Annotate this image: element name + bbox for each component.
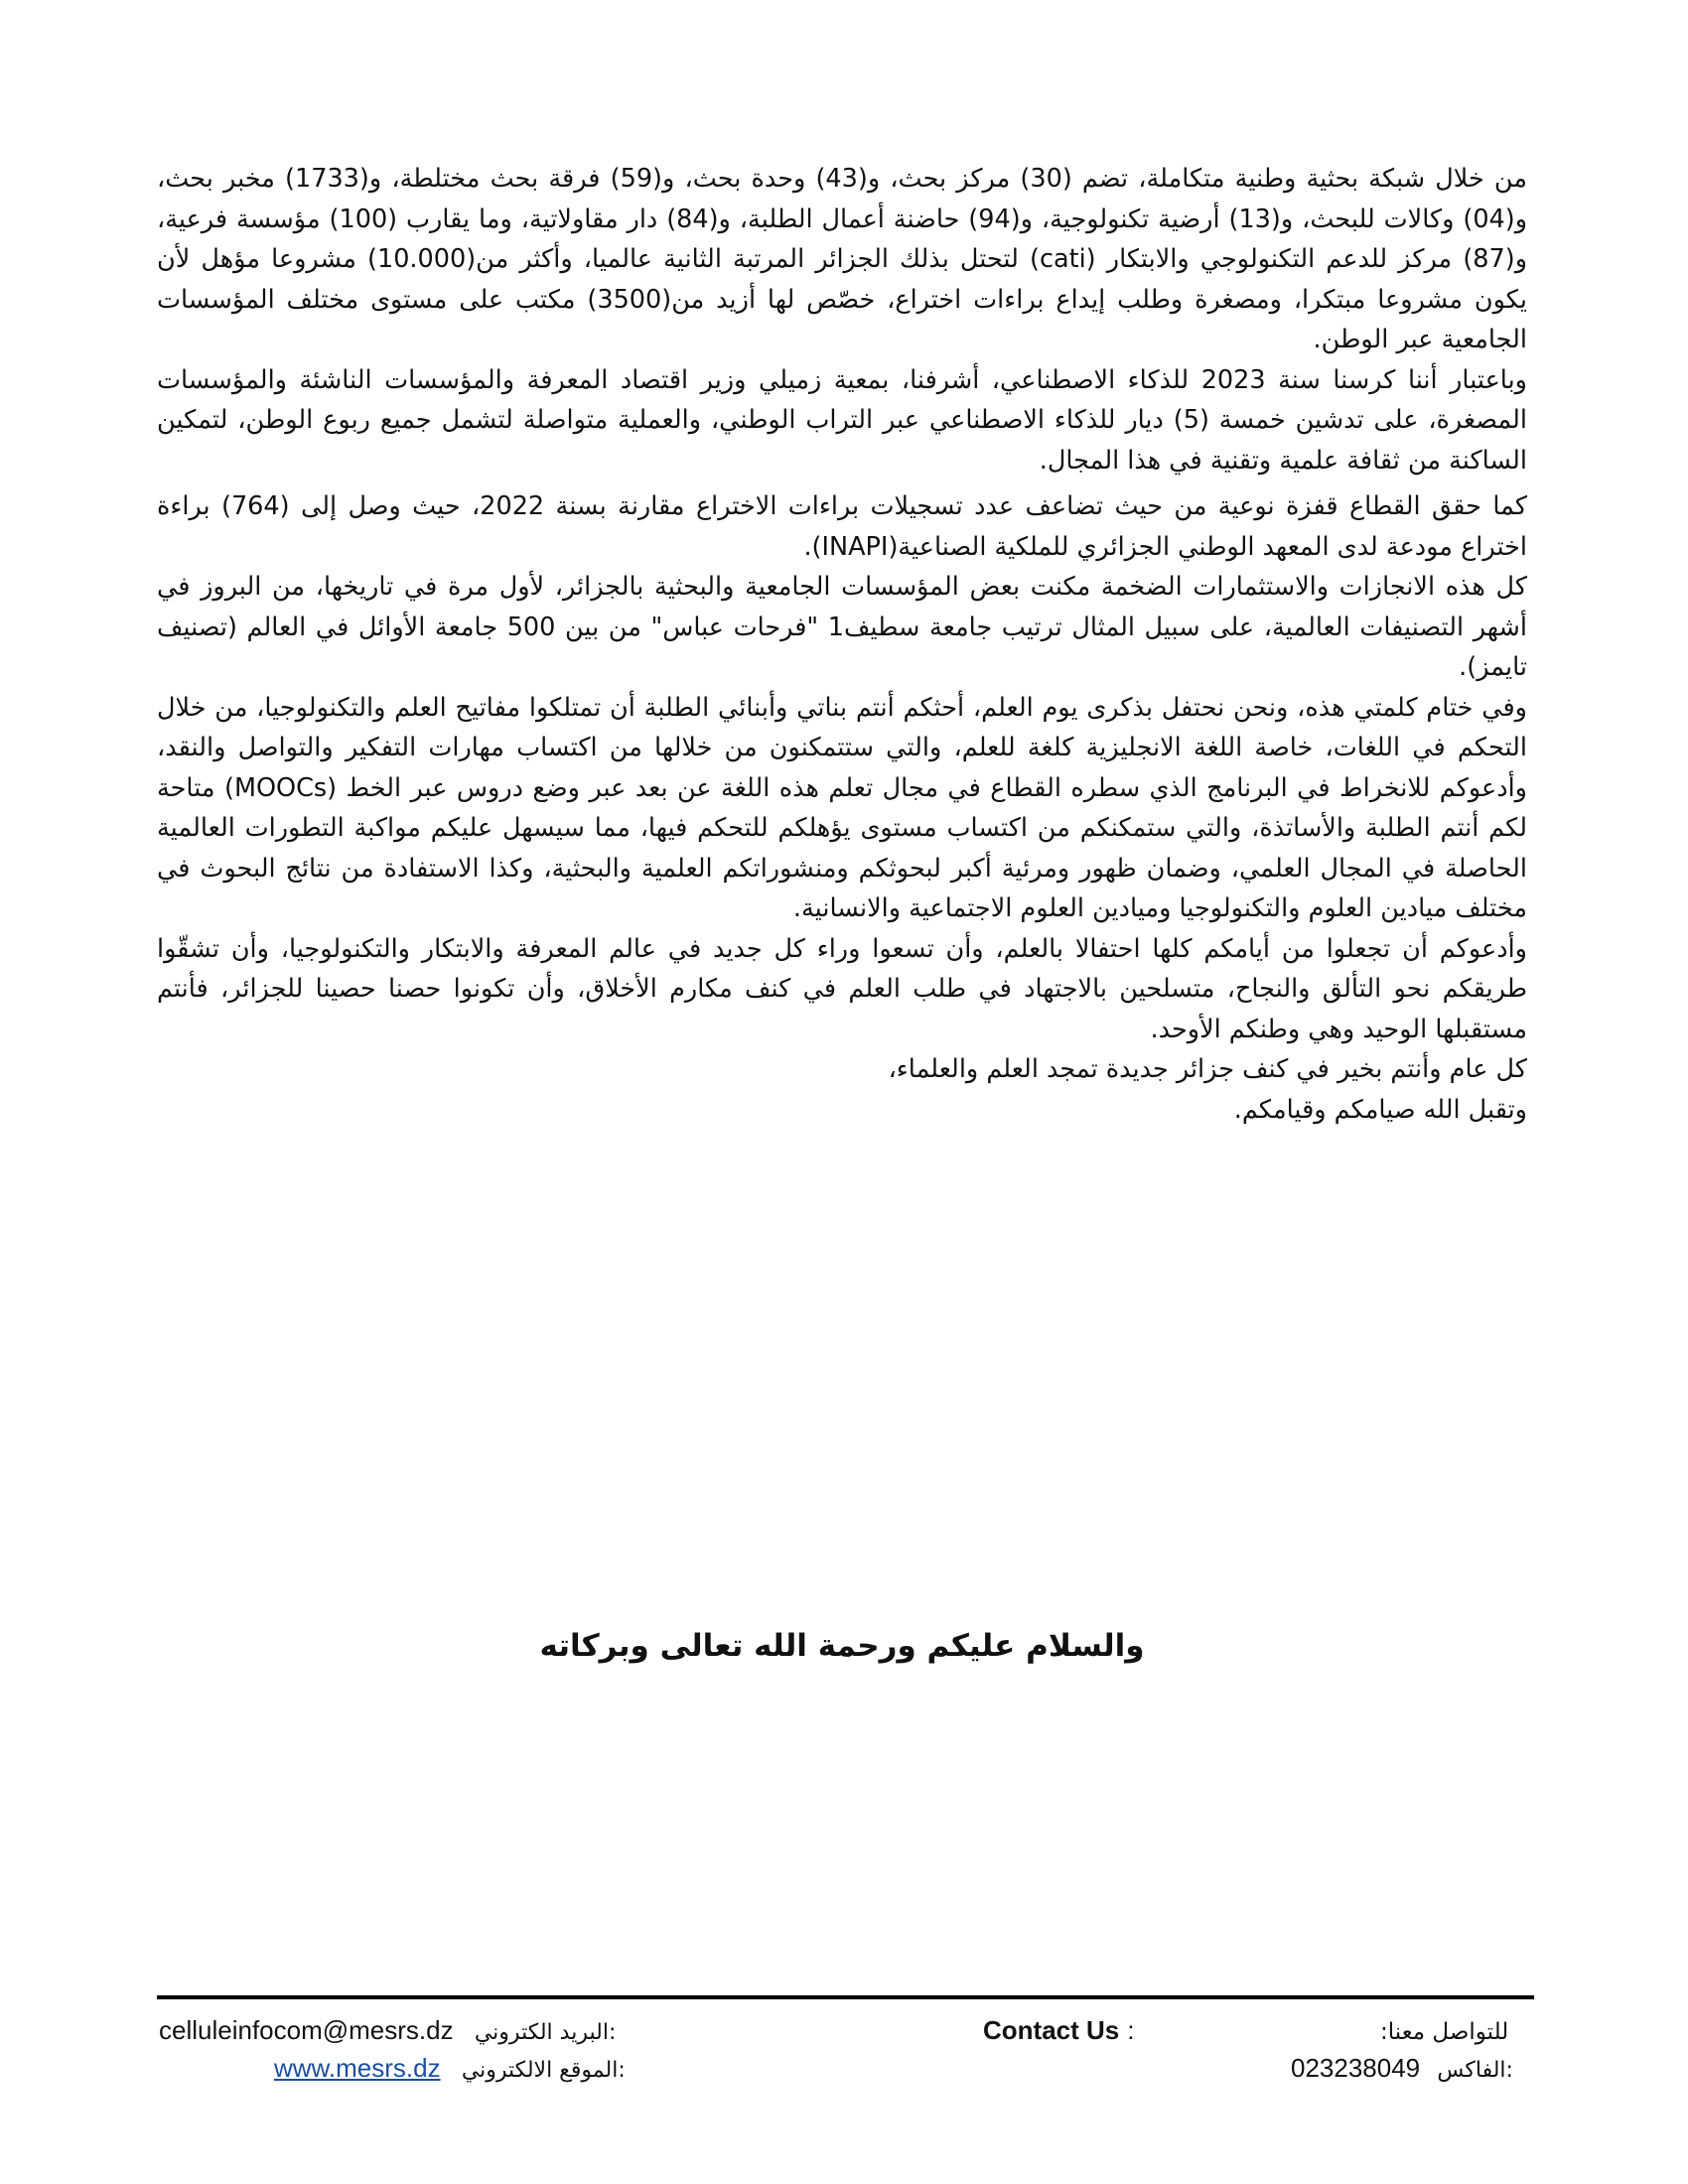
body-text <box>157 159 1527 1130</box>
paragraph-greeting: كل عام وأنتم بخير في كنف جزائر جديدة تمجد العلم والعلماء، <box>888 1054 1527 1084</box>
paragraph-blessing: وتقبل الله صيامكم وقيامكم. <box>1233 1094 1527 1125</box>
footer-email[interactable]: celluleinfocom@mesrs.dz <box>159 2015 454 2045</box>
paragraph-patents: كما حقق القطاع قفزة نوعية من حيث تضاعف عدد تسجيلات براءات الاختراع مقارنة بسنة 2022، حيث وصل إلى (764) براءة اختراع مودعة لدى المعهد الوطني الجزائري للملكية الصناعية(INAPI). <box>157 491 1527 562</box>
footer-fax-label: الفاكس: <box>1437 2058 1513 2083</box>
paragraph-languages: وفي ختام كلمتي هذه، ونحن نحتفل بذكرى يوم العلم، أحثكم أنتم بناتي وأبنائي الطلبة أن تمتلكوا مفاتيح العلم والتكنولوجيا، من خلال التحكم في اللغات، خاصة اللغة الانجليزية كلغة للعلم، والتي ستتمكنون من خلالها من اكتساب مهارات التفكير والتواصل والنقد، وأدعوكم للانخراط في البرنامج الذي سطره القطاع في مجال تعلم هذه اللغة عن بعد عبر وضع دروس عبر الخط (MOOCs) متاحة لكم أنتم الطلبة والأساتذة، والتي ستمكنكم من اكتساب مستوى يؤهلكم للتحكم فيها، مما سيسهل عليكم مواكبة التطورات العالمية الحاصلة في المجال العلمي، وضمان ظهور ومرئية أكبر لبحوثكم ومنشوراتكم العلمية والبحثية، وكذا الاستفادة من نتائج البحوث في مختلف ميادين العلوم والتكنولوجيا وميادين العلوم الاجتماعية والانسانية. <box>157 692 1527 923</box>
paragraph-ai-year: وباعتبار أننا كرسنا سنة 2023 للذكاء الاصطناعي، أشرفنا، بمعية زميلي وزير اقتصاد المعرفة والمؤسسات الناشئة والمؤسسات المصغرة، على تدشين خمسة (5) ديار للذكاء الاصطناعي عبر التراب الوطني، والعملية متواصلة لتشمل جميع ربوع الوطن، لتمكين الساكنة من ثقافة علمية وتقنية في هذا المجال. <box>157 364 1527 476</box>
footer-divider <box>157 1995 1534 1999</box>
paragraph-rankings: كل هذه الانجازات والاستثمارات الضخمة مكنت بعض المؤسسات الجامعية والبحثية بالجزائر، لأول مرة في تاريخها، من البروز في أشهر التصنيفات العالمية، على سبيل المثال ترتيب جامعة سطيف1 "فرحات عباس" من بين 500 جامعة الأوائل في العالم (تصنيف تايمز). <box>157 572 1527 682</box>
paragraph-invitation: وأدعوكم أن تجعلوا من أيامكم كلها احتفالا بالعلم، وأن تسعوا وراء كل جديد في عالم المعرفة والابتكار والتكنولوجيا، وأن تشقّوا طريقكم نحو التألق والنجاح، متسلحين بالاجتهاد في طلب العلم في كنف مكارم الأخلاق، وأن تكونوا حصنا حصينا للجزائر، فأنتم مستقبلها الوحيد وهي وطنكم الأوحد. <box>157 933 1527 1044</box>
footer-website-label: الموقع الالكتروني: <box>461 2058 626 2083</box>
contact-us-colon: : <box>1127 2015 1135 2045</box>
footer-fax-row <box>1291 2053 1513 2084</box>
footer-email-row <box>159 2015 616 2046</box>
contact-us-label: Contact Us <box>983 2015 1120 2045</box>
footer-email-label: البريد الكتروني: <box>474 2020 617 2045</box>
footer-website-link[interactable]: www.mesrs.dz <box>274 2053 441 2083</box>
footer-contact-ar: للتواصل معنا: <box>1380 2019 1509 2045</box>
footer-website-row <box>274 2053 626 2084</box>
footer-fax-number: 023238049 <box>1291 2053 1421 2083</box>
paragraph-research-network: من خلال شبكة بحثية وطنية متكاملة، تضم (30) مركز بحث، و(43) وحدة بحث، و(59) فرقة بحث مختلطة، و(1733) مخبر بحث، و(04) وكالات للبحث، و(13) أرضية تكنولوجية، و(94) حاضنة أعمال الطلبة، و(84) دار مقاولاتية، وما يقارب (100) مؤسسة فرعية، و(87) مركز للدعم التكنولوجي والابتكار (cati) لتحتل بذلك الجزائر المرتبة الثانية عالميا، وأكثر من(10.000) مشروعا مؤهل لأن يكون مشروعا مبتكرا، ومصغرة وطلب إيداع براءات اختراع، خصّص لها أزيد من(3500) مكتب على مستوى مختلف المؤسسات الجامعية عبر الوطن. <box>157 164 1528 354</box>
closing-salutation: والسلام عليكم ورحمة الله تعالى وبركاته <box>539 1628 1145 1664</box>
footer-contact-us <box>983 2015 1134 2046</box>
